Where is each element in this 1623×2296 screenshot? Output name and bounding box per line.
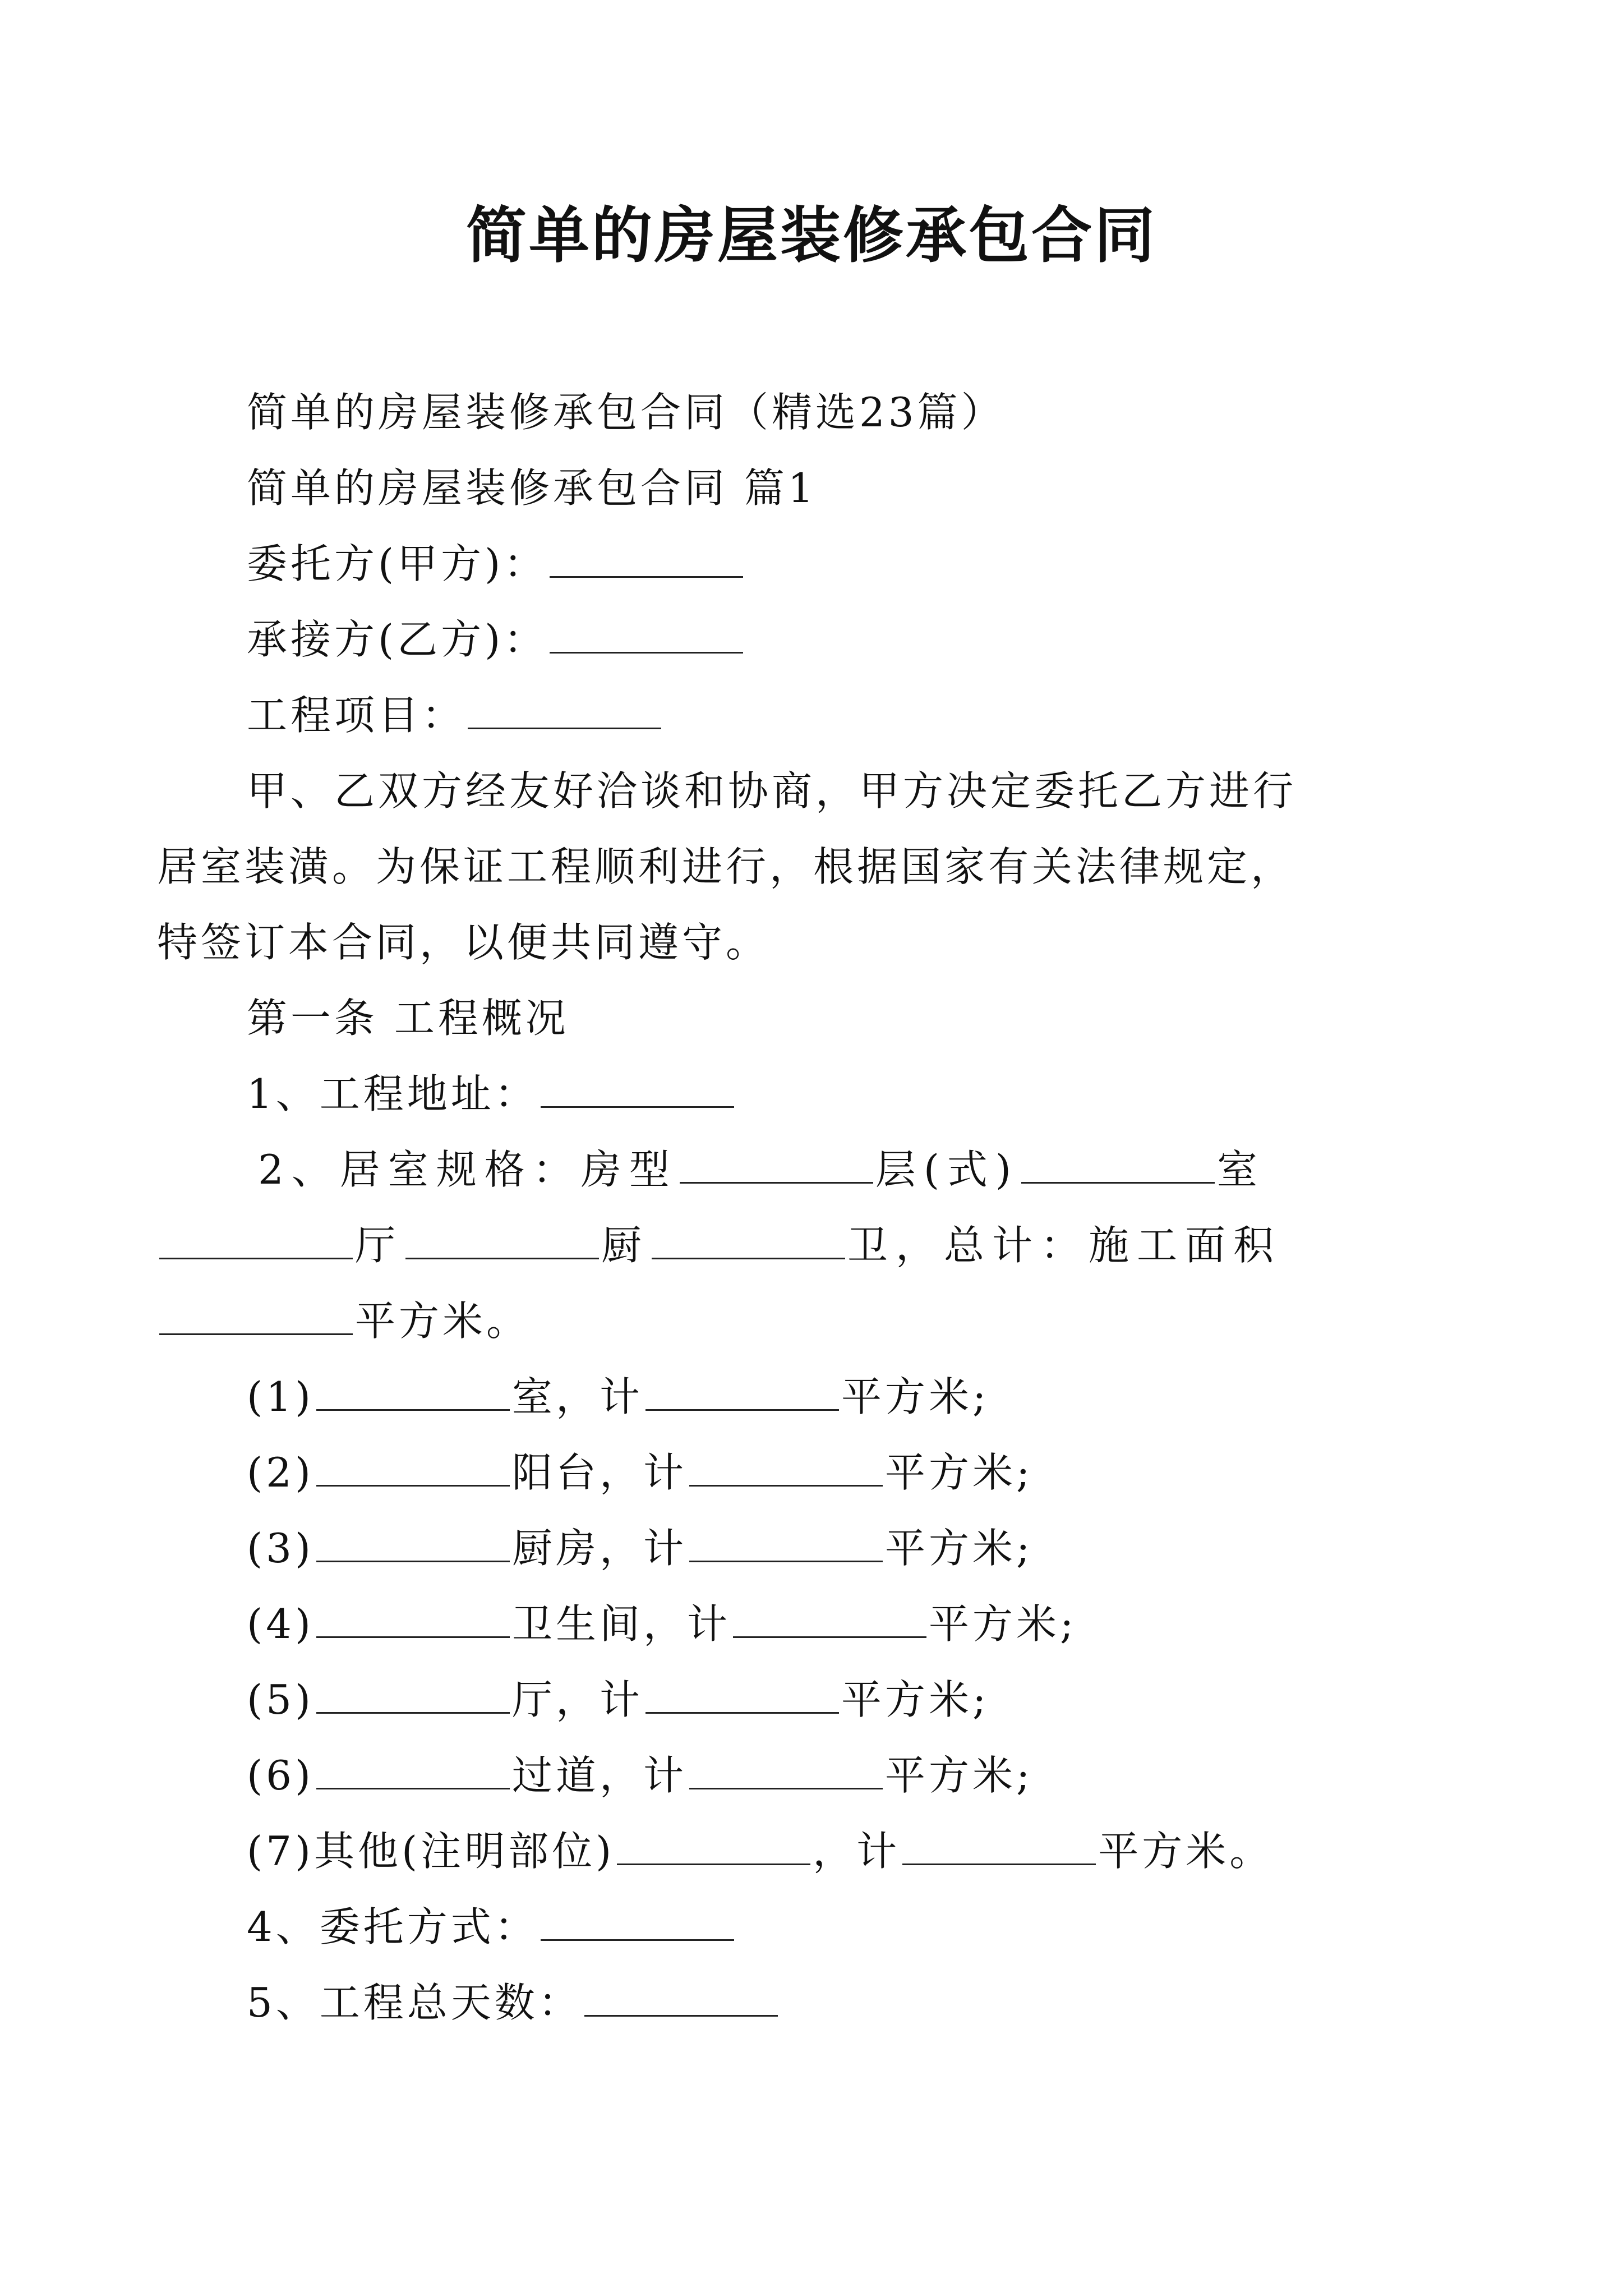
sub-item-2 xyxy=(247,1447,1380,1498)
sub-item-mid: ，计 xyxy=(813,1828,901,1875)
address-blank xyxy=(541,1075,734,1108)
kitchen-blank xyxy=(652,1226,845,1259)
blank xyxy=(316,1529,510,1562)
party-b-line xyxy=(247,614,1380,665)
article-1-heading xyxy=(247,993,1380,1043)
sub-item-6 xyxy=(247,1750,1380,1801)
section-heading-text: 简单的房屋装修承包合同 篇1 xyxy=(247,464,817,512)
party-a-blank xyxy=(550,545,743,578)
sub-item-4 xyxy=(247,1599,1380,1649)
subtitle-text: 简单的房屋装修承包合同（精选23篇） xyxy=(247,389,1005,436)
article-1-text: 第一条 工程概况 xyxy=(247,995,569,1042)
room-blank xyxy=(159,1226,353,1259)
sub-item-prefix: (2) xyxy=(247,1449,314,1496)
item-2-label: 2、居室规格：房型 xyxy=(258,1146,677,1193)
sub-item-mid: 厅，计 xyxy=(512,1676,644,1723)
item-5-label: 5、工程总天数： xyxy=(247,1979,582,2026)
sub-item-prefix: (7)其他(注明部位) xyxy=(247,1828,615,1875)
project-blank xyxy=(468,696,661,729)
total-area-label: 卫，总计：施工面积 xyxy=(847,1222,1282,1269)
sub-item-end: 平方米; xyxy=(885,1449,1034,1496)
sub-item-mid: 卫生间，计 xyxy=(512,1600,731,1648)
item-2-line-2 xyxy=(157,1220,1290,1271)
subtitle-line xyxy=(247,387,1380,438)
blank xyxy=(316,1378,510,1411)
item-2-line-1 xyxy=(258,1144,1391,1195)
blank xyxy=(689,1453,883,1487)
blank xyxy=(902,1832,1096,1865)
blank xyxy=(733,1605,926,1638)
item-1-label: 1、工程地址： xyxy=(247,1070,538,1117)
sub-item-prefix: (1) xyxy=(247,1373,314,1420)
sub-item-7 xyxy=(247,1826,1380,1876)
blank xyxy=(645,1378,839,1411)
blank xyxy=(617,1832,810,1865)
sub-item-mid: 过道，计 xyxy=(512,1752,688,1799)
item-1-line xyxy=(247,1069,1380,1119)
house-type-blank xyxy=(680,1151,873,1184)
commission-method-blank xyxy=(541,1908,734,1941)
sub-item-end: 平方米。 xyxy=(1098,1828,1274,1875)
blank xyxy=(316,1605,510,1638)
floor-blank xyxy=(1021,1151,1215,1184)
paragraph-text: 甲、乙双方经友好洽谈和协商，甲方决定委托乙方进行 xyxy=(247,767,1297,815)
total-area-blank xyxy=(159,1302,353,1335)
blank xyxy=(689,1756,883,1789)
total-days-blank xyxy=(584,1984,778,2017)
party-a-label: 委托方(甲方)： xyxy=(247,540,548,587)
project-line xyxy=(247,690,1380,740)
sub-item-end: 平方米; xyxy=(885,1525,1034,1572)
sub-item-prefix: (6) xyxy=(247,1752,314,1799)
document-title: 简单的房屋装修承包合同 xyxy=(465,200,1157,271)
sub-item-prefix: (5) xyxy=(247,1676,314,1723)
sub-item-mid: 室，计 xyxy=(512,1373,644,1420)
item-5-line xyxy=(247,1977,1380,2028)
sqm-label: 平方米。 xyxy=(355,1297,531,1345)
item-4-line xyxy=(247,1902,1380,1952)
section-heading xyxy=(247,463,1380,513)
paragraph-line-2 xyxy=(157,841,1294,892)
sub-item-prefix: (4) xyxy=(247,1600,314,1648)
blank xyxy=(316,1756,510,1789)
blank xyxy=(316,1453,510,1487)
sub-item-end: 平方米; xyxy=(841,1676,990,1723)
party-b-label: 承接方(乙方)： xyxy=(247,616,548,663)
sub-item-mid: 阳台，计 xyxy=(512,1449,688,1496)
paragraph-text: 居室装潢。为保证工程顺利进行，根据国家有关法律规定， xyxy=(157,843,1295,890)
paragraph-line-3 xyxy=(157,917,1290,968)
sub-item-end: 平方米; xyxy=(885,1752,1034,1799)
sub-item-3 xyxy=(247,1523,1380,1573)
item-2-line-3 xyxy=(157,1296,1290,1346)
blank xyxy=(689,1529,883,1562)
hall-blank xyxy=(405,1226,599,1259)
project-label: 工程项目： xyxy=(247,692,466,739)
blank xyxy=(645,1681,839,1714)
party-a-line xyxy=(247,539,1380,589)
room-label: 室 xyxy=(1217,1146,1266,1193)
blank xyxy=(316,1681,510,1714)
hall-label: 厅 xyxy=(355,1222,404,1269)
sub-item-5 xyxy=(247,1674,1380,1725)
sub-item-1 xyxy=(247,1372,1380,1422)
paragraph-line-1 xyxy=(247,766,1380,816)
paragraph-text: 特签订本合同，以便共同遵守。 xyxy=(157,919,770,966)
sub-item-mid: 厨房，计 xyxy=(512,1525,688,1572)
party-b-blank xyxy=(550,620,743,654)
floor-label: 层(式) xyxy=(875,1146,1019,1193)
sub-item-end: 平方米; xyxy=(841,1373,990,1420)
sub-item-prefix: (3) xyxy=(247,1525,314,1572)
sub-item-end: 平方米; xyxy=(929,1600,1077,1648)
kitchen-label: 厨 xyxy=(601,1222,650,1269)
item-4-label: 4、委托方式： xyxy=(247,1903,538,1950)
